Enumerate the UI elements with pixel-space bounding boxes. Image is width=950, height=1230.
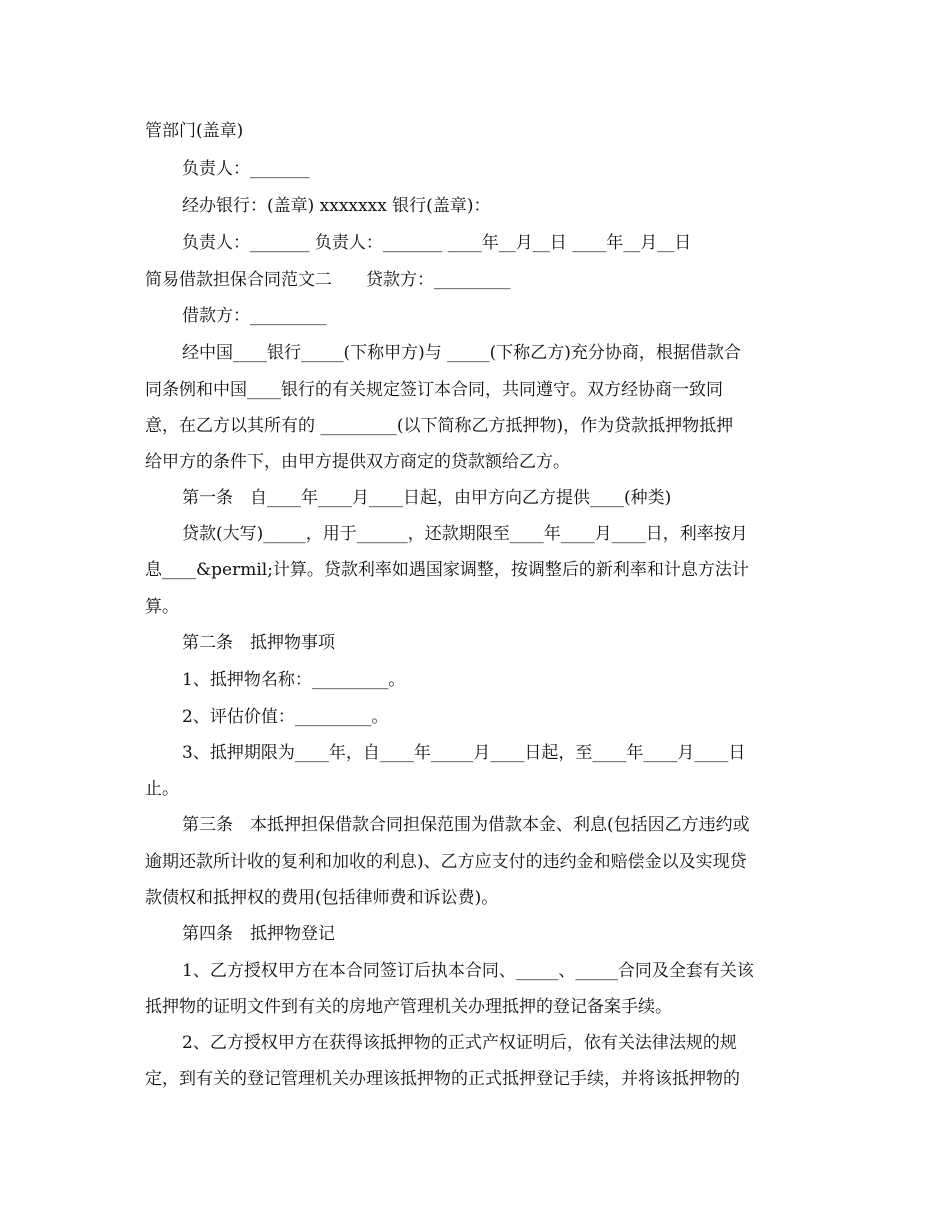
- text-line: 1、乙方授权甲方在本合同签订后执本合同、_____、_____合同及全套有关该: [182, 961, 754, 981]
- text-line: 定，到有关的登记管理机关办理该抵押物的正式抵押登记手续，并将该抵押物的: [145, 1069, 740, 1089]
- text-line: 第四条 抵押物登记: [182, 924, 335, 944]
- text-line: 贷款(大写)_____，用于______，还款期限至____年____月____日，利率按月: [182, 524, 748, 544]
- text-line: 算。: [145, 597, 179, 617]
- text-line: 抵押物的证明文件到有关的房地产管理机关办理抵押的登记备案手续。: [145, 997, 672, 1017]
- text-line: 同条例和中国____银行的有关规定签订本合同，共同遵守。双方经协商一致同: [145, 380, 723, 400]
- text-line: 经办银行：(盖章) xxxxxxx 银行(盖章)：: [182, 196, 491, 216]
- text-line: 款债权和抵押权的费用(包括律师费和诉讼费)。: [145, 888, 499, 908]
- text-line: 3、抵押期限为____年，自____年_____月____日起，至____年____月____日: [182, 743, 746, 763]
- text-line: 第二条 抵押物事项: [182, 633, 335, 653]
- text-line: 2、乙方授权甲方在获得该抵押物的正式产权证明后，依有关法律法规的规: [182, 1033, 737, 1053]
- text-line: 逾期还款所计收的复利和加收的利息)、乙方应支付的违约金和赔偿金以及实现贷: [145, 852, 747, 872]
- text-line: 息____&permil;计算。贷款利率如遇国家调整，按调整后的新利率和计息方法计: [145, 560, 749, 580]
- text-line: 意，在乙方以其所有的 _________(以下简称乙方抵押物)，作为贷款抵押物抵押: [145, 416, 734, 436]
- text-line: 2、评估价值：_________。: [182, 707, 389, 727]
- text-line: 给甲方的条件下，由甲方提供双方商定的贷款额给乙方。: [145, 452, 570, 472]
- text-line: 负责人：_______ 负责人：_______ ____年__月__日 ____年__月__日: [182, 233, 692, 253]
- text-line: 管部门(盖章): [145, 121, 244, 141]
- text-line: 简易借款担保合同范文二 贷款方：_________: [145, 270, 511, 290]
- text-line: 第一条 自____年____月____日起，由甲方向乙方提供____(种类): [182, 488, 672, 508]
- text-line: 负责人：_______: [182, 159, 310, 179]
- text-line: 止。: [145, 779, 179, 799]
- text-line: 借款方：_________: [182, 306, 327, 326]
- text-line: 经中国____银行_____(下称甲方)与 _____(下称乙方)充分协商，根据借款合: [182, 343, 741, 363]
- text-line: 1、抵押物名称：_________。: [182, 670, 406, 690]
- text-line: 第三条 本抵押担保借款合同担保范围为借款本金、利息(包括因乙方违约或: [182, 815, 750, 835]
